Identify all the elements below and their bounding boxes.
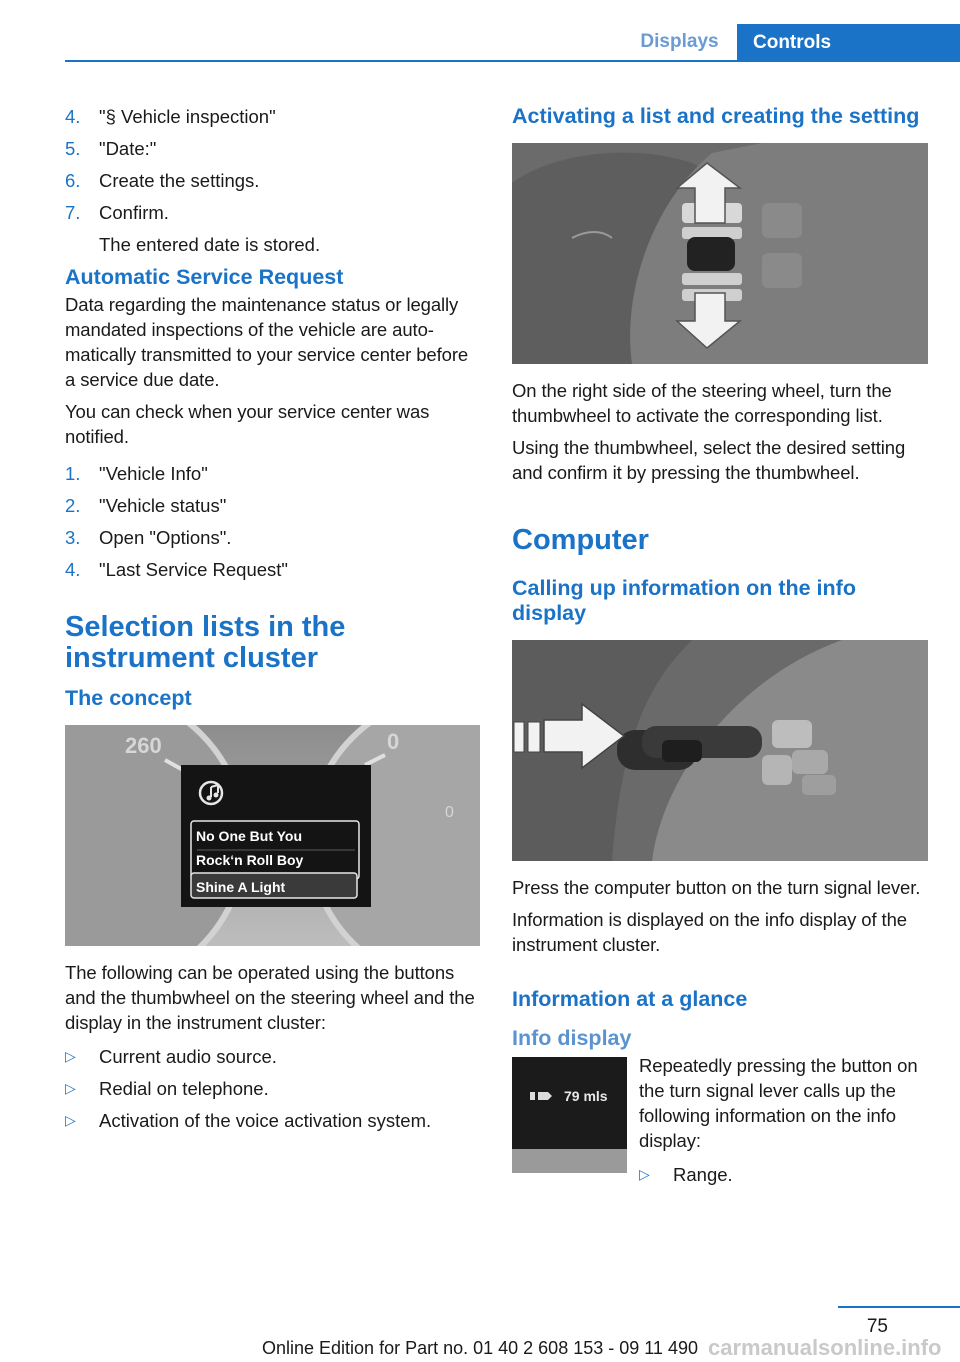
step-list-inspection <box>65 104 483 257</box>
turn-signal-lever-illustration <box>512 640 928 861</box>
paragraph: Press the computer button on the turn signal lever. <box>512 877 921 898</box>
list-item: 6. Create the settings. <box>65 170 260 191</box>
subsection-heading-calling-info: Calling up information on the info display <box>512 576 856 625</box>
bullet-list-info-display <box>639 1162 932 1187</box>
header-tab-displays: Displays <box>640 31 719 52</box>
section-heading-selection-lists: Selection lists in the instrument cluster <box>65 611 346 674</box>
paragraph: On the right side of the steering wheel, turn the thumbwheel to activate the corresponding list. <box>512 380 892 426</box>
subsection-heading-info-display: Info display <box>512 1026 632 1050</box>
paragraph: You can check when your service center was notified. <box>65 401 430 447</box>
paragraph: Using the thumbwheel, select the desired setting and confirm it by pressing the thumbwheel. <box>512 437 906 483</box>
gauge-label: 0 <box>387 729 400 754</box>
list-item: ▷ Range. <box>639 1164 733 1185</box>
info-display-row <box>512 1053 932 1195</box>
info-display-thumbnail <box>512 1057 627 1173</box>
list-item: 4. "Last Service Request" <box>65 559 288 580</box>
header-rule <box>65 60 960 62</box>
triangle-bullet-icon: ▷ <box>65 1080 76 1096</box>
paragraph: Repeatedly pressing the button on the turn signal lever calls up the following information on the info display: <box>639 1055 918 1151</box>
bullet-list-operations <box>65 1044 483 1133</box>
list-item: 1. "Vehicle Info" <box>65 463 208 484</box>
step-note: The entered date is stored. <box>99 234 321 255</box>
small-gauge-label: 0 <box>445 804 454 821</box>
list-item: 4. "§ Vehicle inspection" <box>65 106 276 127</box>
menu-item-1: No One But You <box>196 828 303 844</box>
list-item: ▷ Redial on telephone. <box>65 1078 269 1099</box>
left-column <box>65 104 483 1141</box>
triangle-bullet-icon: ▷ <box>639 1166 650 1182</box>
list-item: 5. "Date:" <box>65 138 157 159</box>
section-heading-activating-list: Activating a list and creating the setting <box>512 104 920 128</box>
instrument-cluster-figure <box>65 725 480 946</box>
header-tab-controls: Controls <box>737 24 960 61</box>
menu-item-3-selected: Shine A Light <box>196 879 286 895</box>
page-number: 75 <box>866 1316 888 1337</box>
list-item: 2. "Vehicle status" <box>65 495 227 516</box>
triangle-bullet-icon: ▷ <box>65 1112 76 1128</box>
speed-label: 260 <box>125 733 162 758</box>
steering-wheel-illustration <box>512 143 928 364</box>
list-item: 7. Confirm. The entered date is stored. <box>65 202 321 255</box>
right-column <box>512 104 932 1195</box>
range-readout: 79 mls <box>564 1088 608 1104</box>
section-heading-computer: Computer <box>512 524 649 556</box>
instrument-cluster-illustration <box>65 725 480 946</box>
section-heading-asr: Automatic Service Request <box>65 265 344 289</box>
paragraph: Data regarding the maintenance status or legally mandated inspections of the vehicle are automatically transmitted to your service center before a service due date. <box>65 294 469 390</box>
fuel-range-icon <box>530 1092 552 1100</box>
list-item: 3. Open "Options". <box>65 527 232 548</box>
footer-rule <box>838 1306 960 1308</box>
step-list-service-request <box>65 461 483 582</box>
subsection-heading-glance: Information at a glance <box>512 987 748 1011</box>
turn-signal-lever-figure <box>512 640 928 861</box>
paragraph: The following can be operated using the buttons and the thumbwheel on the steering wheel and the display in the instrument cluster: <box>65 962 475 1033</box>
watermark: carmanualsonline.info <box>708 1335 942 1360</box>
edition-footer: Online Edition for Part no. 01 40 2 608 153 - 09 11 490 <box>262 1338 698 1358</box>
subsection-heading-concept: The concept <box>65 686 192 710</box>
menu-item-2: Rock‘n Roll Boy <box>196 852 304 868</box>
steering-wheel-thumbwheel-figure <box>512 143 928 364</box>
paragraph: Information is displayed on the info display of the instrument cluster. <box>512 909 907 955</box>
triangle-bullet-icon: ▷ <box>65 1048 76 1064</box>
list-item: ▷ Current audio source. <box>65 1046 277 1067</box>
list-item: ▷ Activation of the voice activation system. <box>65 1110 432 1131</box>
